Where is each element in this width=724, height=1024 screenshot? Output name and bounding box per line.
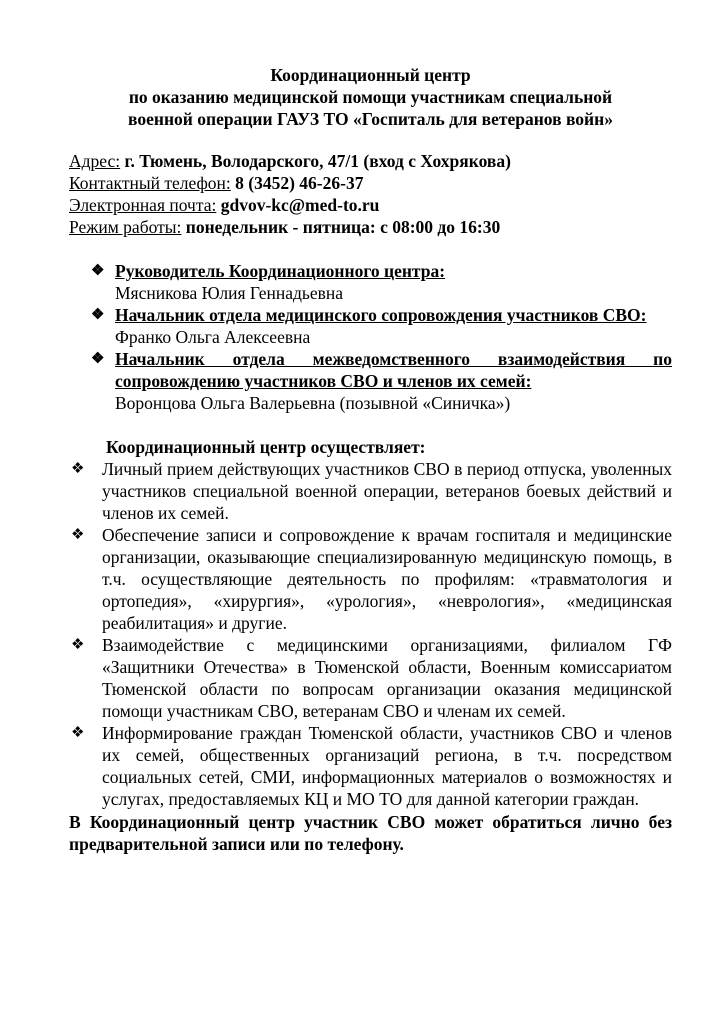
address-value: г. Тюмень, Володарского, 47/1 (вход с Хохрякова) (124, 151, 511, 171)
functions-heading: Координационный центр осуществляет: (106, 437, 426, 457)
title-line: по оказанию медицинской помощи участникам специальной (128, 87, 613, 107)
diamond-bullet-icon: ❖ (91, 307, 105, 323)
phone-label: Контактный телефон: (69, 173, 231, 193)
diamond-bullet-icon: ❖ (71, 725, 85, 741)
staff-role: Начальник отдела межведомственного взаимодействия по сопровождению участников СВО и членов их семей: (115, 349, 672, 391)
function-item (69, 722, 672, 810)
function-text: Личный прием действующих участников СВО в период отпуска, уволенных участников специальной военной операции, ветеранов боевых действий и членов их семей. (102, 459, 672, 523)
email-label: Электронная почта: (69, 195, 217, 215)
contact-block (69, 150, 672, 238)
diamond-bullet-icon: ❖ (71, 461, 85, 477)
title-line: Координационный центр (270, 65, 471, 85)
hours-row (69, 216, 672, 238)
address-label: Адрес: (69, 151, 121, 171)
title-line: военной операции ГАУЗ ТО «Госпиталь для ветеранов войн» (128, 109, 613, 129)
staff-role: Начальник отдела медицинского сопровождения участников СВО: (115, 305, 647, 325)
document-title (69, 64, 672, 130)
function-text: Информирование граждан Тюменской области, участников СВО и членов их семей, общественных организаций региона, в т.ч. посредством социальных сетей, СМИ, информационных материалов о возможностях и услугах, предоставляемых КЦ и МО ТО для данной категории граждан. (102, 723, 672, 809)
staff-item (91, 348, 672, 414)
hours-label: Режим работы: (69, 217, 182, 237)
functions-section (69, 436, 672, 810)
email-value: gdvov-kc@med-to.ru (220, 195, 380, 215)
function-text: Обеспечение записи и сопровождение к врачам госпиталя и медицинские организации, оказывающие специализированную медицинскую помощь, в т.ч. осуществляющие деятельность по профилям: «травматология и ортопедия», «хирургия», «урология», «неврология», «медицинская реабилитация» и другие. (102, 525, 672, 633)
phone-row (69, 172, 672, 194)
function-item (69, 634, 672, 722)
function-item (69, 524, 672, 634)
staff-name: Воронцова Ольга Валерьевна (позывной «Синичка») (115, 393, 511, 413)
email-row (69, 194, 672, 216)
staff-role: Руководитель Координационного центра: (115, 261, 446, 281)
diamond-bullet-icon: ❖ (91, 351, 105, 367)
function-text: Взаимодействие с медицинскими организациями, филиалом ГФ «Защитники Отечества» в Тюменской области, Военным комиссариатом Тюменской области по вопросам организации оказания медицинской помощи участникам СВО, ветеранам СВО и членам их семей. (102, 635, 672, 721)
staff-list (91, 260, 672, 414)
phone-value: 8 (3452) 46-26-37 (235, 173, 364, 193)
diamond-bullet-icon: ❖ (71, 527, 85, 543)
diamond-bullet-icon: ❖ (71, 637, 85, 653)
staff-item (91, 304, 672, 348)
address-row (69, 150, 672, 172)
staff-name: Франко Ольга Алексеевна (115, 327, 311, 347)
footer-note: В Координационный центр участник СВО может обратиться лично без предварительной записи или по телефону. (69, 812, 672, 854)
diamond-bullet-icon: ❖ (91, 263, 105, 279)
staff-item (91, 260, 672, 304)
hours-value: понедельник - пятница: с 08:00 до 16:30 (185, 217, 501, 237)
staff-name: Мясникова Юлия Геннадьевна (115, 283, 344, 303)
function-item (69, 458, 672, 524)
